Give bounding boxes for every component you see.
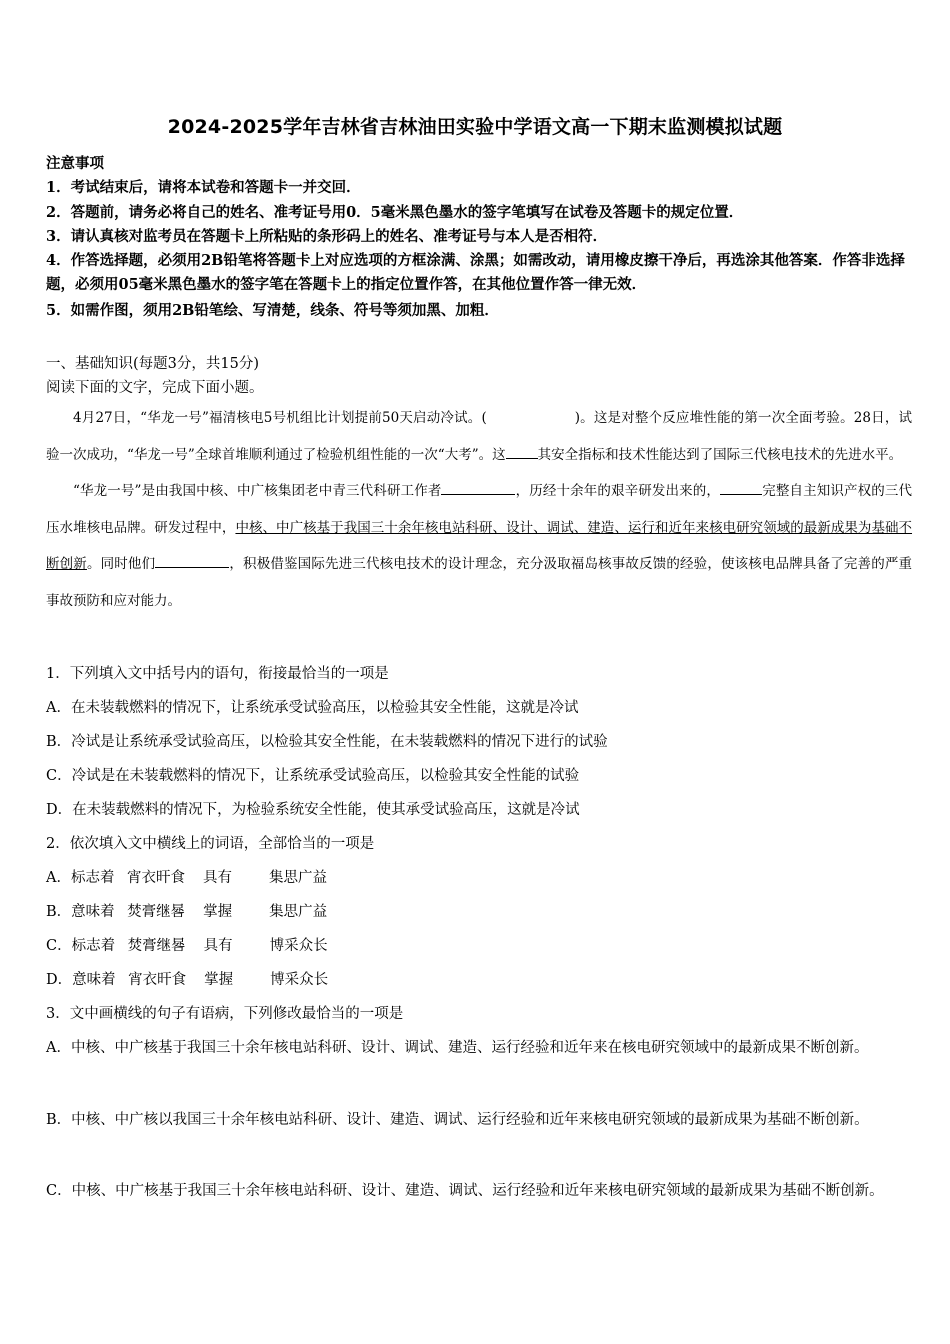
fill-blank: [155, 553, 229, 568]
question-2-stem: 2．依次填入文中横线上的词语，全部恰当的一项是: [46, 836, 375, 852]
question-3-stem: 3．文中画横线的句子有语病，下列修改最恰当的一项是: [46, 1006, 404, 1022]
notice-item: 4．作答选择题，必须用2B铅笔将答题卡上对应选项的方框涂满、涂黑；如需改动，请用橡皮擦干净后，再选涂其他答案．作答非选择题，必须用05毫米黑色墨水的签字笔在答题卡上的指定位置作答，在其他位置作答一律无效．: [46, 252, 905, 293]
question-1-option-b: B．冷试是让系统承受试验高压，以检验其安全性能，在未装载燃料的情况下进行的试验: [46, 734, 608, 750]
question-1-stem: 1．下列填入文中括号内的语句，衔接最恰当的一项是: [46, 666, 389, 682]
question-1-option-c: C．冷试是在未装载燃料的情况下，让系统承受试验高压，以检验其安全性能的试验: [46, 768, 580, 784]
question-3-option-a: A．中核、中广核基于我国三十余年核电站科研、设计、调试、建造、运行经验和近年来在核电研究领域中的最新成果不断创新。: [46, 1040, 869, 1056]
passage-paragraph-1: 4月27日，“华龙一号”福清核电5号机组比计划提前50天启动冷试。( )。这是对整个反应堆性能的第一次全面考验。28日，试验一次成功，“华龙一号”全球首堆顺利通过了检验机组性能的一次“大考”。这 其安全指标和技术性能达到了国际三代核电技术的先进水平。: [46, 410, 912, 463]
question-1-option-d: D．在未装载燃料的情况下，为检验系统安全性能，使其承受试验高压，这就是冷试: [46, 802, 580, 818]
question-2-option-c: C．标志着 焚膏继晷 具有 博采众长: [46, 938, 328, 954]
passage-paragraph-2: “华龙一号”是由我国中核、中广核集团老中青三代科研工作者 ，历经十余年的艰辛研发出来的， 完整自主知识产权的三代压水堆核电品牌。研发过程中，中核、中广核基于我国三十余年核电站科研、设计、调试、建造、运行和近年来核电研究领域的最新成果为基础不断创新。同时他们 ，积极借鉴国际先进三代核电技术的设计理念，充分汲取福岛核事故反馈的经验，使该核电品牌具备了完善的严重事故预防和应对能力。: [46, 473, 912, 619]
question-2-option-d: D．意味着 宵衣旰食 掌握 博采众长: [46, 972, 329, 988]
passage: [46, 400, 912, 619]
fill-blank: [441, 480, 515, 495]
question-3-option-b: B．中核、中广核以我国三十余年核电站科研、设计、建造、调试、运行经验和近年来核电研究领域的最新成果为基础不断创新。: [46, 1112, 869, 1128]
notice-item: 3．请认真核对监考员在答题卡上所粘贴的条形码上的姓名、准考证号与本人是否相符．: [46, 228, 608, 245]
fill-blank: [506, 444, 538, 459]
page-title: 2024-2025学年吉林省吉林油田实验中学语文高一下期末监测模拟试题: [167, 116, 783, 138]
notice-item: 2．答题前，请务必将自己的姓名、准考证号用0．5毫米黑色墨水的签字笔填写在试卷及答题卡的规定位置．: [46, 204, 744, 221]
underlined-sentence: 中核、中广核基于我国三十余年核电站科研、设计、调试、建造、运行和近年来核电研究领域的最新成果为基础不断创新: [46, 519, 913, 572]
question-2-option-b: B．意味着 焚膏继晷 掌握 集思广益: [46, 904, 328, 920]
section-heading: 一、基础知识(每题3分，共15分): [46, 356, 259, 372]
notice-heading: 注意事项: [46, 155, 104, 172]
question-1-option-a: A．在未装载燃料的情况下，让系统承受试验高压，以检验其安全性能，这就是冷试: [46, 700, 579, 716]
question-2-option-a: A．标志着 宵衣旰食 具有 集思广益: [46, 870, 327, 886]
question-3-option-c: C．中核、中广核基于我国三十余年核电站科研、设计、建造、调试、运行经验和近年来核电研究领域的最新成果为基础不断创新。: [46, 1183, 884, 1199]
section-intro: 阅读下面的文字，完成下面小题。: [46, 380, 264, 396]
notice-item: 5．如需作图，须用2B铅笔绘、写清楚，线条、符号等须加黑、加粗．: [46, 302, 499, 319]
notice-item: 1．考试结束后，请将本试卷和答题卡一并交回．: [46, 179, 361, 196]
fill-blank: [720, 480, 762, 495]
